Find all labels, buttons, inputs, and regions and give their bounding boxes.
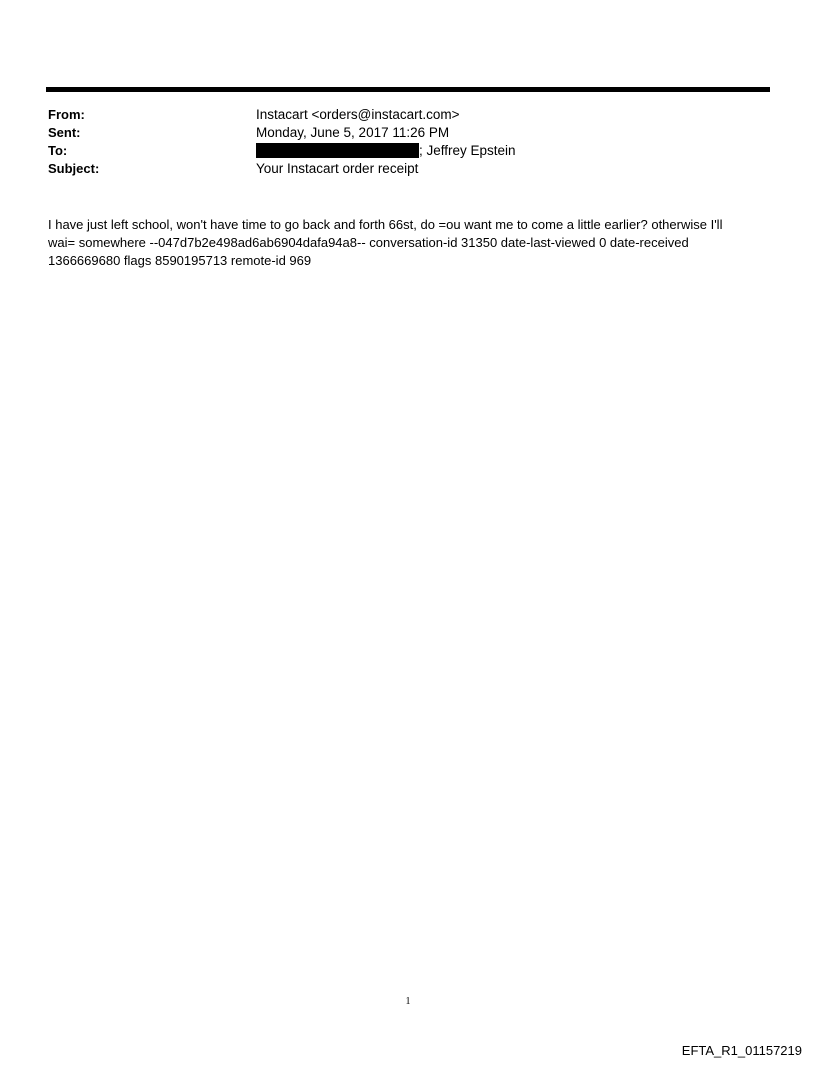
redaction-block: [256, 143, 419, 158]
sent-label: Sent:: [48, 125, 81, 140]
to-recipient: ; Jeffrey Epstein: [419, 143, 516, 158]
subject-row: [48, 160, 748, 178]
sent-value: Monday, June 5, 2017 11:26 PM: [256, 125, 450, 140]
from-value: Instacart <orders@instacart.com>: [256, 107, 460, 122]
to-row: [48, 142, 748, 160]
header-divider: [46, 87, 770, 92]
document-id: EFTA_R1_01157219: [681, 1043, 802, 1058]
email-body: I have just left school, won't have time to go back and forth 66st, do =ou want me to come a little earlier? otherwise I'll wai= somewhere --047d7b2e498ad6ab6904dafa94a8-- conversation-id 31350 date-last-viewed 0 date-received 1366669680 flags 8590195713 remote-id 969: [48, 217, 723, 268]
email-header: [48, 106, 748, 178]
sent-row: [48, 124, 748, 142]
subject-label: Subject:: [48, 161, 100, 176]
subject-value: Your Instacart order receipt: [256, 161, 419, 176]
from-label: From:: [48, 107, 85, 122]
from-row: [48, 106, 748, 124]
to-value: [256, 142, 516, 160]
page-number: 1: [405, 996, 411, 1007]
to-label: To:: [48, 143, 68, 158]
